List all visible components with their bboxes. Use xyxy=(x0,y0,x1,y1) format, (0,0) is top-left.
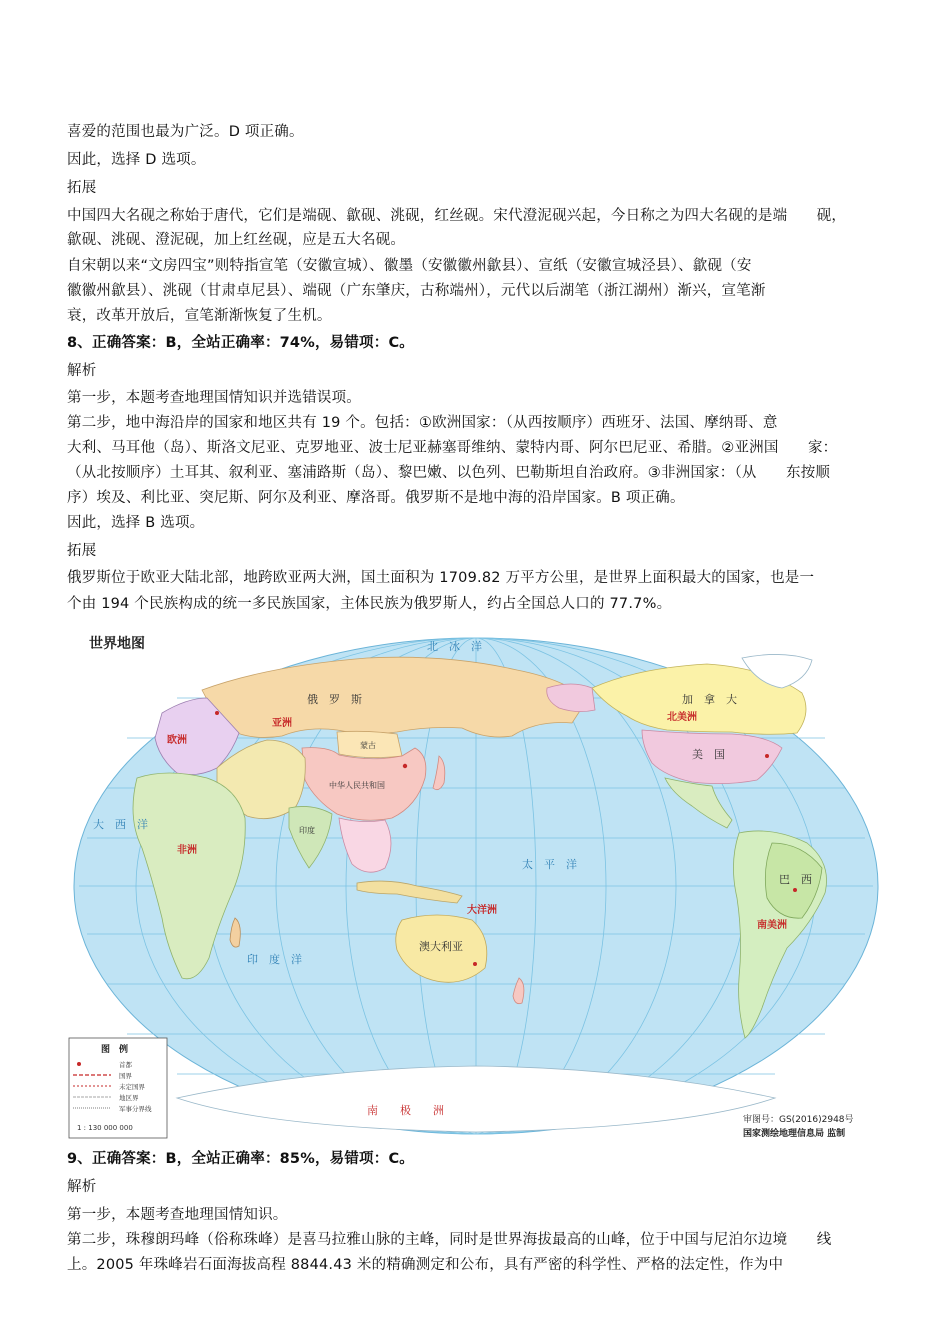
label-canada: 加 拿 大 xyxy=(682,693,737,706)
label-brazil: 巴 西 xyxy=(779,873,812,886)
text-line: 个由 194 个民族构成的统一多民族国家，主体民族为俄罗斯人，约占全国总人口的 77.7%。 xyxy=(67,596,672,612)
text-line: 序）埃及、利比亚、突尼斯、阿尔及利亚、摩洛哥。俄罗斯不是地中海的沿岸国家。B 项正确。 xyxy=(67,490,685,506)
world-map xyxy=(67,628,885,1140)
label-mongolia: 蒙古 xyxy=(360,741,376,750)
label-africa: 非洲 xyxy=(177,845,197,856)
section-heading-extension: 拓展 xyxy=(67,180,97,196)
text-line: 中国四大名砚之称始于唐代，它们是端砚、歙砚、洮砚，红丝砚。宋代澄泥砚兴起，今日称之为四大名砚的是端 砚， xyxy=(67,208,847,224)
label-china: 中华人民共和国 xyxy=(329,781,385,790)
text-line: 上。2005 年珠峰岩石面海拔高程 8844.43 米的精确测定和公布，具有严密的科学性、严格的法定性，作为中 xyxy=(67,1257,784,1273)
capital-washington-marker xyxy=(765,754,769,758)
text-line: （从北按顺序）土耳其、叙利亚、塞浦路斯（岛）、黎巴嫩、以色列、巴勒斯坦自治政府。③非洲国家：（从 东按顺 xyxy=(67,465,831,481)
text-line: 衰，改革开放后，宣笔渐渐恢复了生机。 xyxy=(67,308,332,324)
label-pacific-ocean: 太 平 洋 xyxy=(522,858,577,871)
label-antarctica: 南 极 洲 xyxy=(367,1104,444,1117)
text-line: 第一步，本题考查地理国情知识。 xyxy=(67,1207,288,1223)
label-atlantic-ocean: 大 西 洋 xyxy=(93,818,148,831)
text-line: 歙砚、洮砚、澄泥砚，加上红丝砚，应是五大名砚。 xyxy=(67,232,406,248)
capital-moscow-marker xyxy=(215,711,219,715)
label-indian-ocean: 印 度 洋 xyxy=(247,953,302,966)
capital-beijing-marker xyxy=(403,764,407,768)
legend-item: 国界 xyxy=(119,1072,132,1080)
label-russia: 俄 罗 斯 xyxy=(307,693,362,706)
text-line: 自宋朝以来“文房四宝”则特指宣笔（安徽宣城）、徽墨（安徽徽州歙县）、宣纸（安徽宣城泾县）、歙砚（安 xyxy=(67,258,752,274)
map-title: 世界地图 xyxy=(89,636,145,652)
label-australia: 澳大利亚 xyxy=(419,940,463,953)
text-line: 俄罗斯位于欧亚大陆北部，地跨欧亚两大洲，国土面积为 1709.82 万平方公里，是世界上面积最大的国家，也是一 xyxy=(67,570,815,586)
text-line: 喜爱的范围也最为广泛。D 项正确。 xyxy=(67,124,304,140)
text-line: 徽徽州歙县）、洮砚（甘肃卓尼县）、端砚（广东肇庆，古称端州），元代以后湖笔（浙江湖州）渐兴，宣笔渐 xyxy=(67,283,766,299)
section-heading-extension: 拓展 xyxy=(67,543,97,559)
text-line: 第二步，珠穆朗玛峰（俗称珠峰）是喜马拉雅山脉的主峰，同时是世界海拔最高的山峰，位于中国与尼泊尔边境 线 xyxy=(67,1232,832,1248)
legend-item: 首都 xyxy=(119,1061,132,1069)
text-line: 大利、马耳他（岛）、斯洛文尼亚、克罗地亚、波士尼亚赫塞哥维纳、蒙特内哥、阿尔巴尼亚、希腊。②亚洲国 家： xyxy=(67,440,838,456)
label-arctic-ocean: 北 冰 洋 xyxy=(427,640,482,653)
answer-header-q9: 9、正确答案：B，全站正确率：85%，易错项：C。 xyxy=(67,1151,414,1167)
text-line: 第二步，地中海沿岸的国家和地区共有 19 个。包括：①欧洲国家：（从西按顺序）西班牙、法国、摩纳哥、意 xyxy=(67,415,778,431)
section-heading-analysis: 解析 xyxy=(67,363,97,379)
legend-title: 图 例 xyxy=(101,1045,129,1055)
label-north-america: 北美洲 xyxy=(667,712,697,723)
legend-item: 地区界 xyxy=(119,1094,139,1102)
map-scale: 1 : 130 000 000 xyxy=(77,1124,133,1132)
label-usa: 美 国 xyxy=(692,748,725,761)
capital-canberra-marker xyxy=(473,962,477,966)
map-publisher: 国家测绘地理信息局 监制 xyxy=(743,1129,846,1139)
answer-header-q8: 8、正确答案：B，全站正确率：74%，易错项：C。 xyxy=(67,335,414,351)
map-approval-number: 审图号：GS(2016)2948号 xyxy=(743,1115,854,1125)
label-india: 印度 xyxy=(299,826,315,835)
text-line: 因此，选择 D 选项。 xyxy=(67,152,206,168)
legend-item: 军事分界线 xyxy=(119,1105,152,1113)
label-south-america: 南美洲 xyxy=(757,920,787,931)
label-asia: 亚洲 xyxy=(272,718,292,729)
text-line: 因此，选择 B 选项。 xyxy=(67,515,205,531)
capital-brasilia-marker xyxy=(793,888,797,892)
label-oceania: 大洋洲 xyxy=(467,905,497,916)
section-heading-analysis: 解析 xyxy=(67,1179,97,1195)
legend-item: 未定国界 xyxy=(119,1083,145,1091)
text-line: 第一步，本题考查地理国情知识并选错误项。 xyxy=(67,390,361,406)
label-europe: 欧洲 xyxy=(167,735,187,746)
map-legend xyxy=(69,1038,167,1138)
